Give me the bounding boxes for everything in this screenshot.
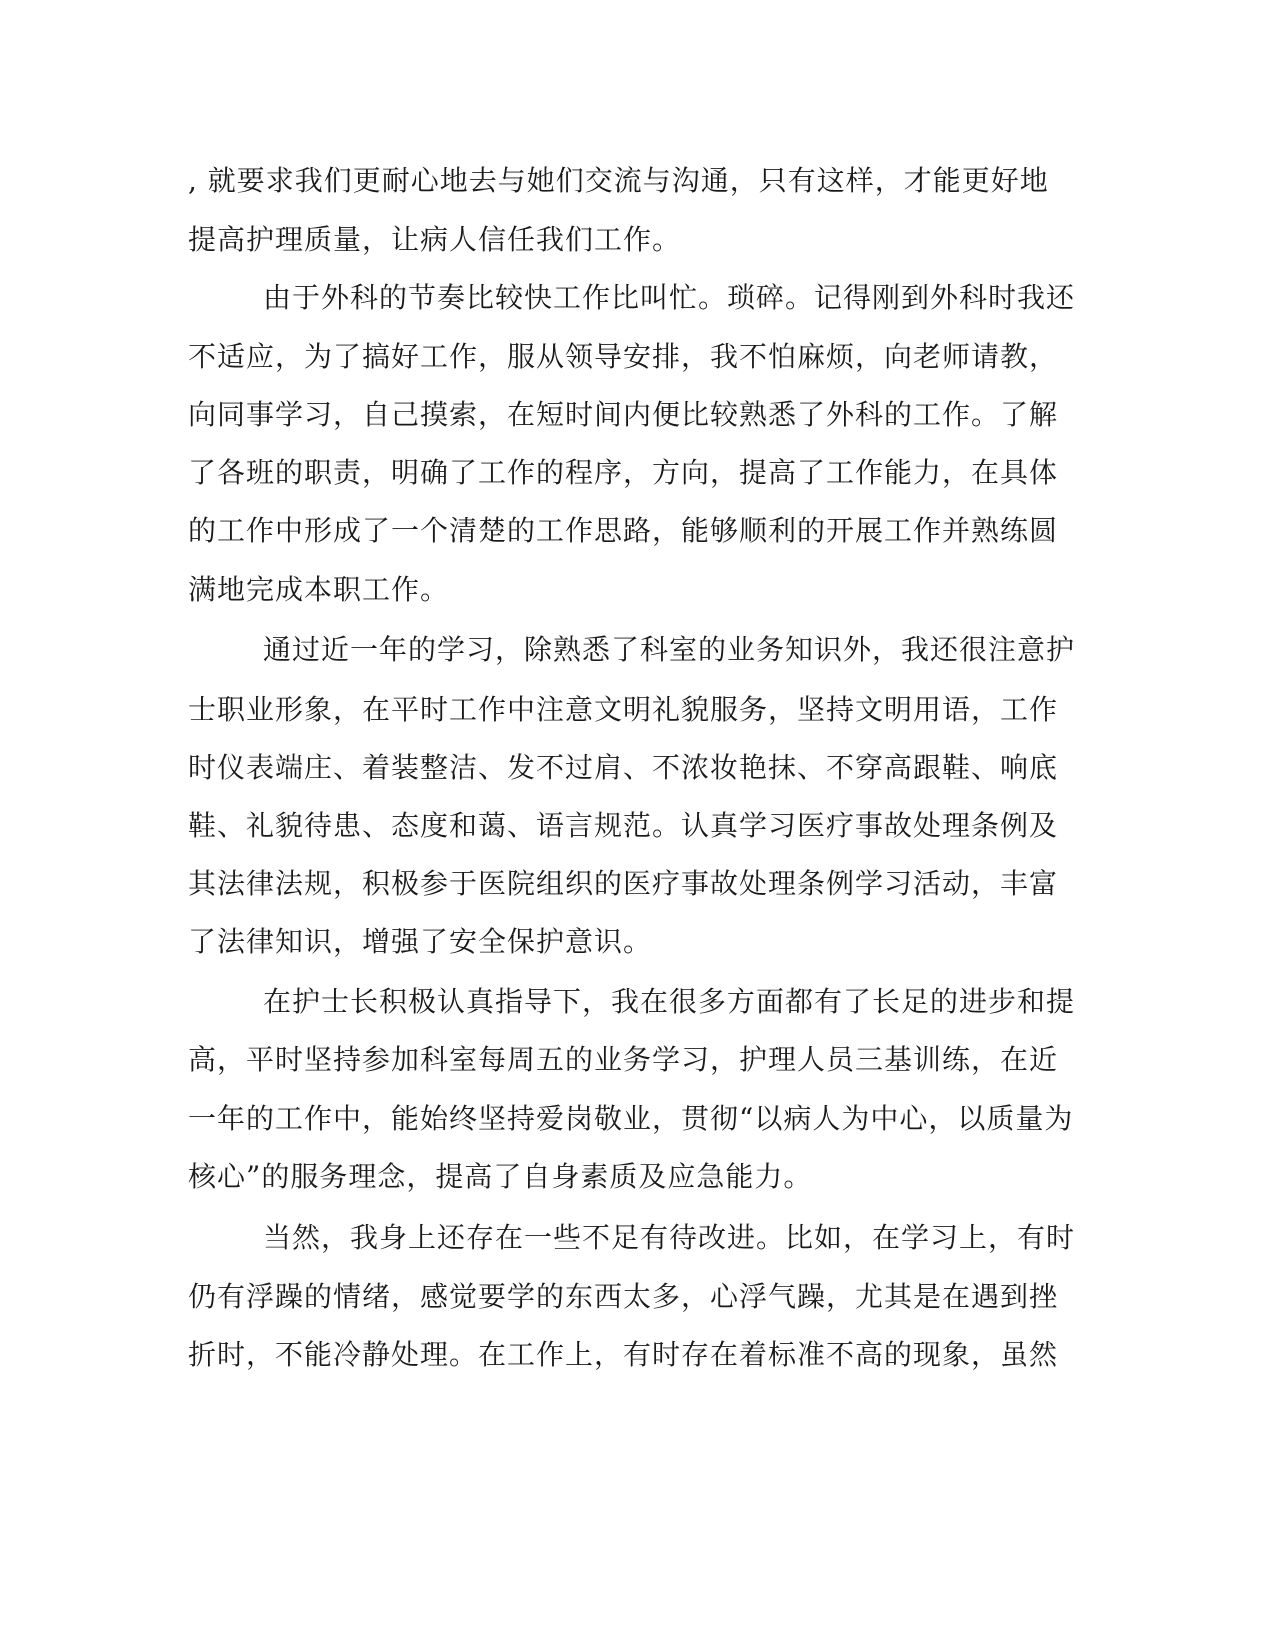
paragraph-first-line: 当然，我身上还存在一些不足有待改进。比如，在学习上，有时 <box>263 1221 1076 1254</box>
text-line: 高，平时坚持参加科室每周五的业务学习，护理人员三基训练，在近 <box>188 1043 1059 1076</box>
text-line: 了各班的职责，明确了工作的程序，方向，提高了工作能力，在具体 <box>188 456 1059 489</box>
text-line: 折时，不能冷静处理。在工作上，有时存在着标准不高的现象，虽然 <box>188 1338 1059 1371</box>
text-line: 士职业形象，在平时工作中注意文明礼貌服务，坚持文明用语，工作 <box>188 693 1059 726</box>
paragraph-first-line: 在护士长积极认真指导下，我在很多方面都有了长足的进步和提 <box>263 985 1076 1018</box>
text-line: 的工作中形成了一个清楚的工作思路，能够顺利的开展工作并熟练圆 <box>188 514 1059 547</box>
text-line: 核心”的服务理念，提高了自身素质及应急能力。 <box>188 1160 813 1193</box>
text-line: 满地完成本职工作。 <box>188 573 450 606</box>
text-line: 其法律法规，积极参于医院组织的医疗事故处理条例学习活动，丰富 <box>188 867 1059 900</box>
paragraph-first-line: 通过近一年的学习，除熟悉了科室的业务知识外，我还很注意护 <box>263 633 1076 666</box>
text-line: 仍有浮躁的情绪，感觉要学的东西太多，心浮气躁，尤其是在遇到挫 <box>188 1280 1059 1313</box>
text-line: 提高护理质量，让病人信任我们工作。 <box>188 223 682 256</box>
text-line: 向同事学习，自己摸索，在短时间内便比较熟悉了外科的工作。了解 <box>188 398 1059 431</box>
paragraph-first-line: 由于外科的节奏比较快工作比叫忙。琐碎。记得刚到外科时我还 <box>263 281 1076 314</box>
text-line: 时仪表端庄、着装整洁、发不过肩、不浓妆艳抹、不穿高跟鞋、响底 <box>188 751 1059 784</box>
text-line: 一年的工作中，能始终坚持爱岗敬业，贯彻“以病人为中心，以质量为 <box>188 1102 1074 1135</box>
text-line: 了法律知识，增强了安全保护意识。 <box>188 925 653 958</box>
text-line: , 就要求我们更耐心地去与她们交流与沟通，只有这样，才能更好地 <box>188 164 1049 197</box>
text-line: 鞋、礼貌待患、态度和蔼、语言规范。认真学习医疗事故处理条例及 <box>188 809 1059 842</box>
text-line: 不适应，为了搞好工作，服从领导安排，我不怕麻烦，向老师请教， <box>188 340 1059 373</box>
